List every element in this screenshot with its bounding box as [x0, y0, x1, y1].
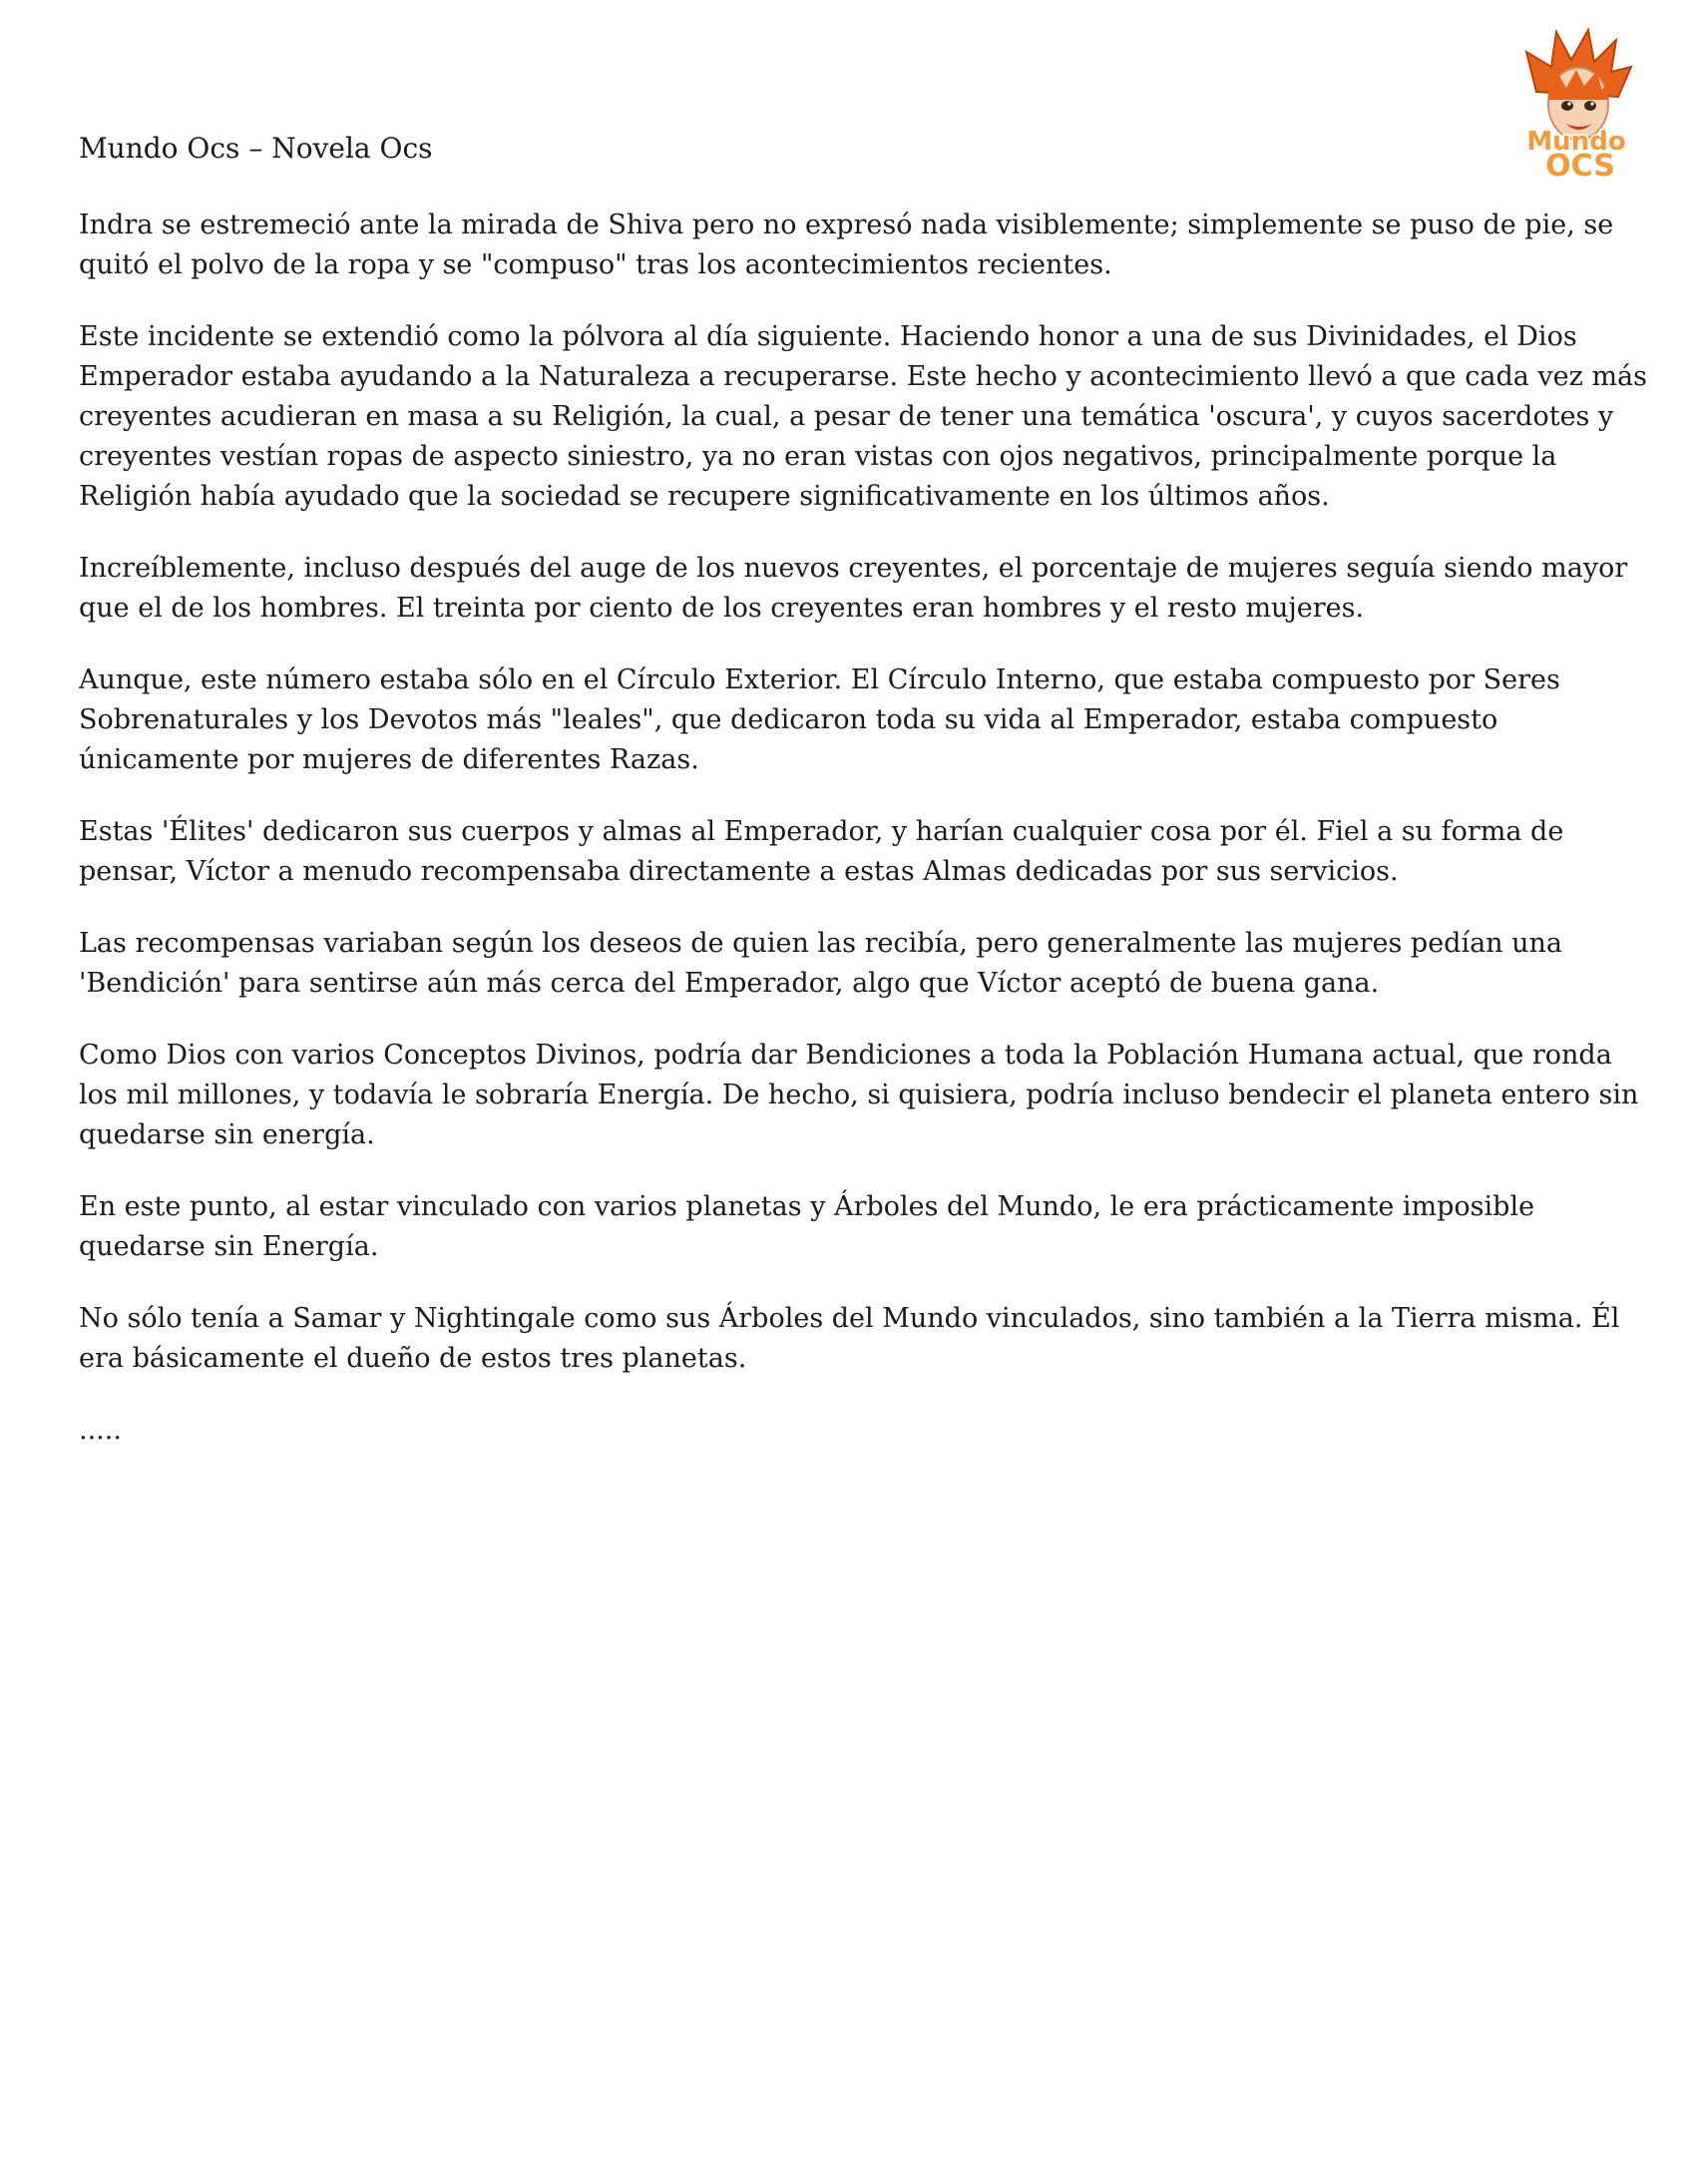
logo-text-top: Mundo [1526, 127, 1626, 157]
mundo-ocs-logo [1496, 22, 1656, 182]
paragraph: Este incidente se extendió como la pólvora al día siguiente. Haciendo honor a una de sus Divinidades, el Dios Emperador estaba ayudando a la Naturaleza a recuperarse. Este hecho y acontecimiento llevó a que cada vez más creyentes acudieran en masa a su Religión, la cual, a pesar de tener una temática 'oscura', y cuyos sacerdotes y creyentes vestían ropas de aspecto siniestro, ya no eran vistas con ojos negativos, principalmente porque la Religión había ayudado que la sociedad se recupere significativamente en los últimos años. [79, 321, 1648, 512]
logo-text-bottom: OCS [1545, 149, 1615, 182]
paragraph: Estas 'Élites' dedicaron sus cuerpos y almas al Emperador, y harían cualquier cosa por él. Fiel a su forma de pensar, Víctor a menudo recompensaba directamente a estas Almas dedicadas por sus servicios. [79, 816, 1564, 887]
paragraph: Aunque, este número estaba sólo en el Círculo Exterior. El Círculo Interno, que estaba compuesto por Seres Sobrenaturales y los Devotos más "leales", que dedicaron toda su vida al Emperador, estaba compuesto únicamente por mujeres de diferentes Razas. [79, 664, 1560, 775]
document-header: Mundo Ocs – Novela Ocs [79, 132, 433, 165]
paragraph: Como Dios con varios Conceptos Divinos, podría dar Bendiciones a toda la Población Humana actual, que ronda los mil millones, y todavía le sobraría Energía. De hecho, si quisiera, podría incluso bendecir el planeta entero sin quedarse sin energía. [79, 1040, 1639, 1150]
paragraph: Increíblemente, incluso después del auge de los nuevos creyentes, el porcentaje de mujeres seguía siendo mayor que el de los hombres. El treinta por ciento de los creyentes eran hombres y el resto mujeres. [79, 553, 1628, 624]
paragraph: No sólo tenía a Samar y Nightingale como sus Árboles del Mundo vinculados, sino también a la Tierra misma. Él era básicamente el dueño de estos tres planetas. [79, 1303, 1620, 1374]
paragraph: Indra se estremeció ante la mirada de Shiva pero no expresó nada visiblemente; simplemente se puso de pie, se quitó el polvo de la ropa y se "compuso" tras los acontecimientos recientes. [79, 210, 1614, 280]
document-body [79, 206, 1647, 1483]
paragraph: Las recompensas variaban según los deseos de quien las recibía, pero generalmente las mujeres pedían una 'Bendición' para sentirse aún más cerca del Emperador, algo que Víctor aceptó de buena gana. [79, 928, 1563, 999]
paragraph: ..... [79, 1415, 122, 1446]
paragraph: En este punto, al estar vinculado con varios planetas y Árboles del Mundo, le era prácticamente imposible quedarse sin Energía. [79, 1191, 1535, 1262]
